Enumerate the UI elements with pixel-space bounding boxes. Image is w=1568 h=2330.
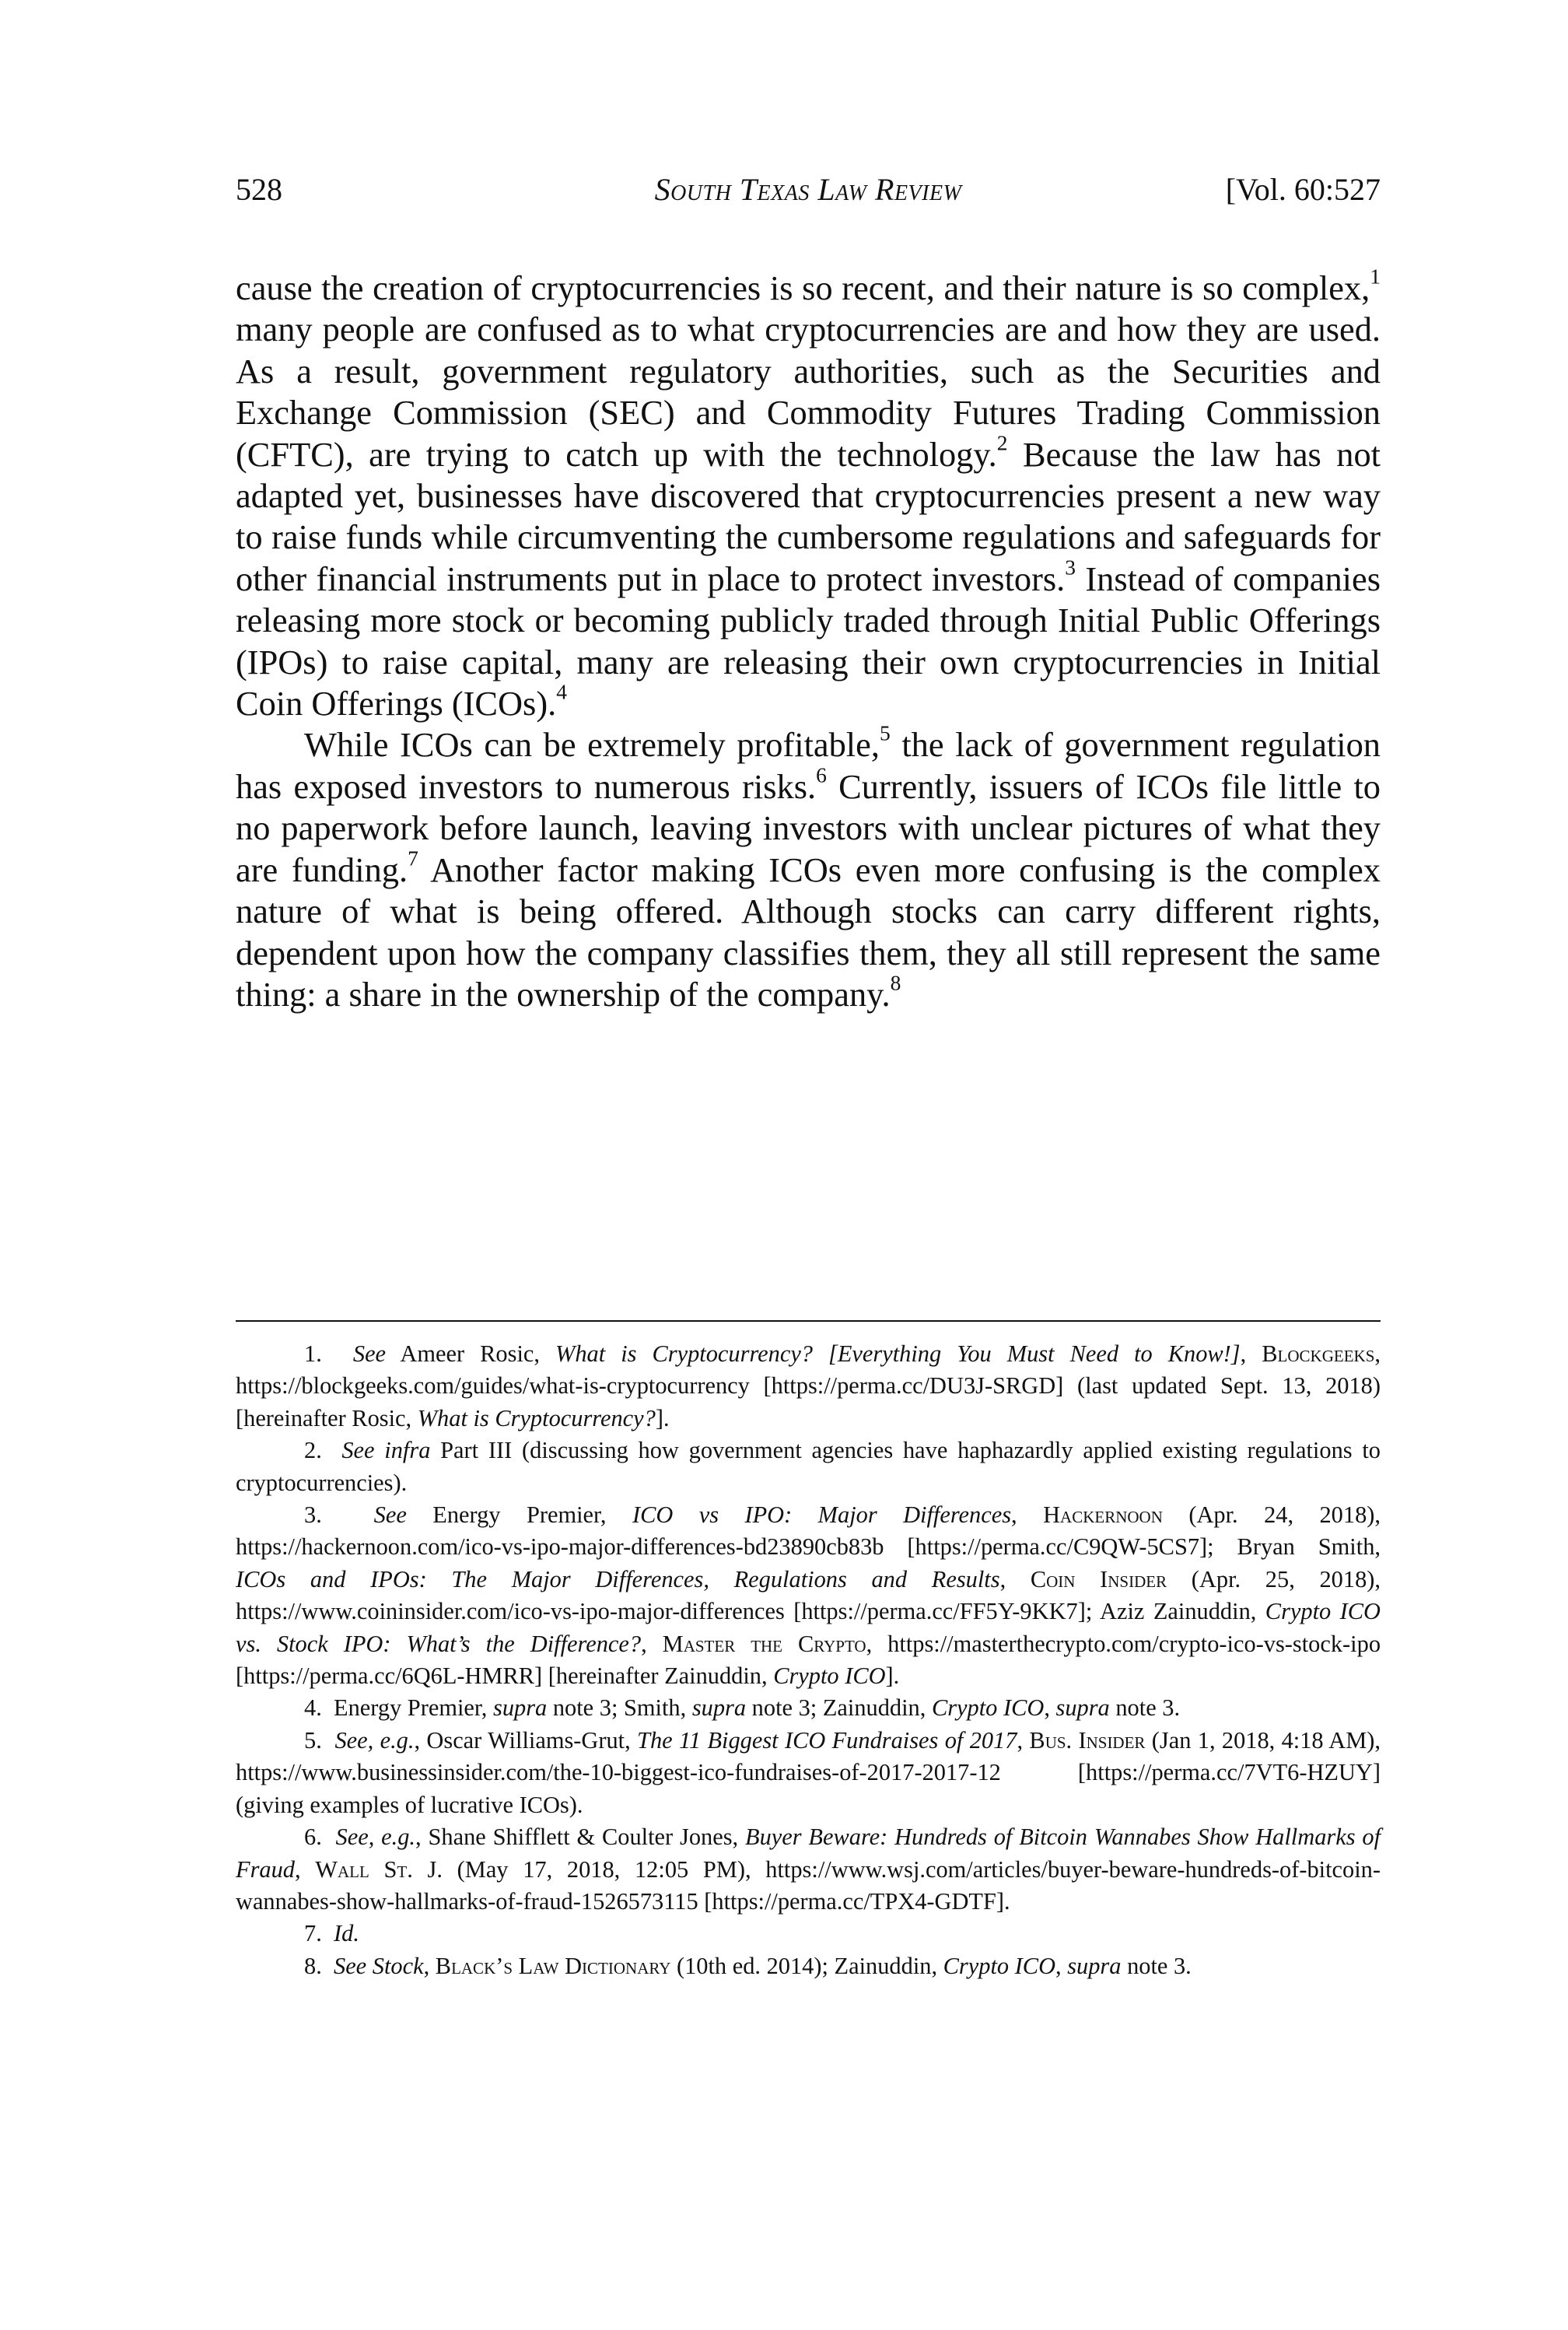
- footnotes: [236, 1338, 1381, 1982]
- footnote-ref-5[interactable]: 5: [879, 720, 891, 745]
- footnote-ref-4[interactable]: 4: [556, 679, 567, 704]
- footnote-ref-8[interactable]: 8: [890, 970, 901, 995]
- footnote-divider: [236, 1320, 1381, 1322]
- footnote-ref-1[interactable]: 1: [1370, 264, 1381, 289]
- footnote-2: 2. See infra Part III (discussing how government agencies have haphazardly applied existing regulations to cryptocurrencies).: [236, 1437, 1381, 1496]
- body-paragraph-2: While ICOs can be extremely profitable,$^5$ the lack of government regulation has exposed investors to numerous risks.$^6$ Currently, issuers of ICOs file little to no paperwork before launch, leaving investors with unclear pictures of what they are funding.$^7$ Another factor making ICOs even more confusing is the complex nature of what is being offered. Although stocks can carry different rights, dependent upon how the company classifies them, they all still represent the same thing: a share in the ownership of the company.$^8$: [236, 720, 1381, 1014]
- body-text: [236, 264, 1381, 1015]
- footnote-ref-3[interactable]: 3: [1065, 555, 1076, 580]
- footnote-ref-6[interactable]: 6: [816, 762, 827, 787]
- footnote-7: 7. Id.: [304, 1920, 359, 1947]
- footnote-1: 1. See Ameer Rosic, What is Cryptocurrency? [Everything You Must Need to Know!], Blockgeeks, https://blockgeeks.com/guides/what-is-cryptocurrency [https://perma.cc/DU3J-SRGD] (last updated Sept. 13, 2018) [hereinafter Rosic, What is Cryptocurrency?].: [236, 1340, 1381, 1431]
- footnote-5: 5. See, e.g., Oscar Williams-Grut, The 11 Biggest ICO Fundraises of 2017, Bus. Insider (Jan 1, 2018, 4:18 AM), https://www.businessinsider.com/the-10-biggest-ico-fundraises-of-2017-2017-12 [https://perma.cc/7VT6-HZUY] (giving examples of lucrative ICOs).: [236, 1726, 1381, 1818]
- volume-citation: [Vol. 60:527: [1225, 172, 1381, 207]
- footnote-4: 4. Energy Premier, supra note 3; Smith, supra note 3; Zainuddin, Crypto ICO, supra note 3.: [304, 1694, 1181, 1722]
- footnote-6: 6. See, e.g., Shane Shifflett & Coulter Jones, Buyer Beware: Hundreds of Bitcoin Wannabes Show Hallmarks of Fraud, Wall St. J. (May 17, 2018, 12:05 PM), https://www.wsj.com/articles/buyer-beware-hundreds-of-bitcoin-wannabes-show-hallmarks-of-fraud-1526573115 [https://perma.cc/TPX4-GDTF].: [236, 1824, 1381, 1915]
- running-header: [236, 166, 1381, 213]
- body-paragraph-1: cause the creation of cryptocurrencies is so recent, and their nature is so complex,$^1$ many people are confused as to what cryptocurrencies are and how they are used. As a result, government regulatory authorities, such as the Securities and Exchange Commission (SEC) and Commodity Futures Trading Commission (CFTC), are trying to catch up with the technology.$^2$ Because the law has not adapted yet, businesses have discovered that cryptocurrencies present a new way to raise funds while circumventing the cumbersome regulations and safeguards for other financial instruments put in place to protect investors.$^3$ Instead of companies releasing more stock or becoming publicly traded through Initial Public Offerings (IPOs) to raise capital, many are releasing their own cryptocurrencies in Initial Coin Offerings (ICOs).$^4$: [236, 264, 1381, 724]
- footnote-3: 3. See Energy Premier, ICO vs IPO: Major Differences, Hackernoon (Apr. 24, 2018), https://hackernoon.com/ico-vs-ipo-major-differences-bd23890cb83b [https://perma.cc/C9QW-5CS7]; Bryan Smith, ICOs and IPOs: The Major Differences, Regulations and Results, Coin Insider (Apr. 25, 2018), https://www.coininsider.com/ico-vs-ipo-major-differences [https://perma.cc/FF5Y-9KK7]; Aziz Zainuddin, Crypto ICO vs. Stock IPO: What’s the Difference?, Master the Crypto, https://masterthecrypto.com/crypto-ico-vs-stock-ipo [https://perma.cc/6Q6L-HMRR] [hereinafter Zainuddin, Crypto ICO].: [236, 1501, 1381, 1690]
- page-number: 528: [236, 172, 282, 207]
- footnote-ref-2[interactable]: 2: [996, 429, 1008, 454]
- footnote-8: 8. See Stock, Black’s Law Dictionary (10th ed. 2014); Zainuddin, Crypto ICO, supra note 3.: [304, 1952, 1192, 1979]
- journal-title: South Texas Law Review: [654, 172, 962, 207]
- footnote-ref-7[interactable]: 7: [408, 846, 418, 871]
